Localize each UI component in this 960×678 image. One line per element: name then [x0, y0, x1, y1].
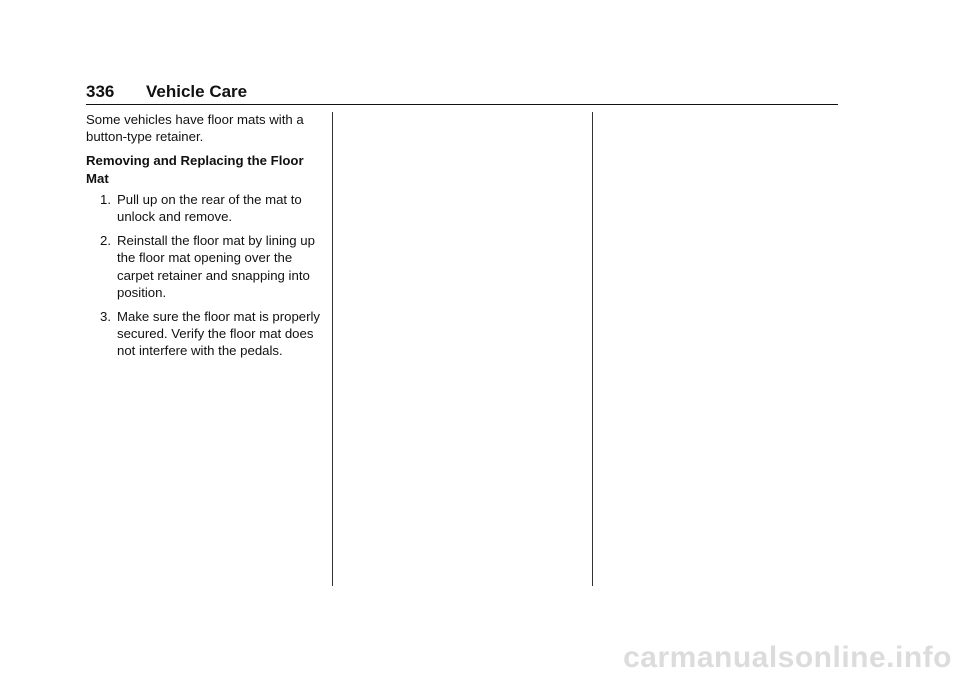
- steps-list: [86, 191, 322, 360]
- watermark: carmanualsonline.info: [623, 641, 952, 674]
- step-text: Reinstall the floor mat by lining up the floor mat opening over the carpet retainer and snapping into position.: [117, 233, 315, 300]
- column-divider: [332, 112, 333, 586]
- list-item: [86, 308, 322, 360]
- list-item: [86, 191, 322, 225]
- step-number: 3.: [100, 309, 111, 325]
- section-title: Vehicle Care: [146, 82, 248, 101]
- list-item: [86, 232, 322, 301]
- subheading: Removing and Replacing the Floor Mat: [86, 153, 304, 186]
- page-header: [86, 82, 838, 105]
- text-column-left: [86, 111, 322, 367]
- intro-paragraph: Some vehicles have floor mats with a button-type retainer.: [86, 112, 304, 145]
- step-text: Pull up on the rear of the mat to unlock and remove.: [117, 191, 302, 225]
- page-number: 336: [86, 82, 115, 101]
- step-text: Make sure the floor mat is properly secured. Verify the floor mat does not interfere with the pedals.: [117, 309, 321, 359]
- step-number: 2.: [100, 233, 111, 249]
- step-number: 1.: [100, 191, 111, 207]
- column-divider: [592, 112, 593, 586]
